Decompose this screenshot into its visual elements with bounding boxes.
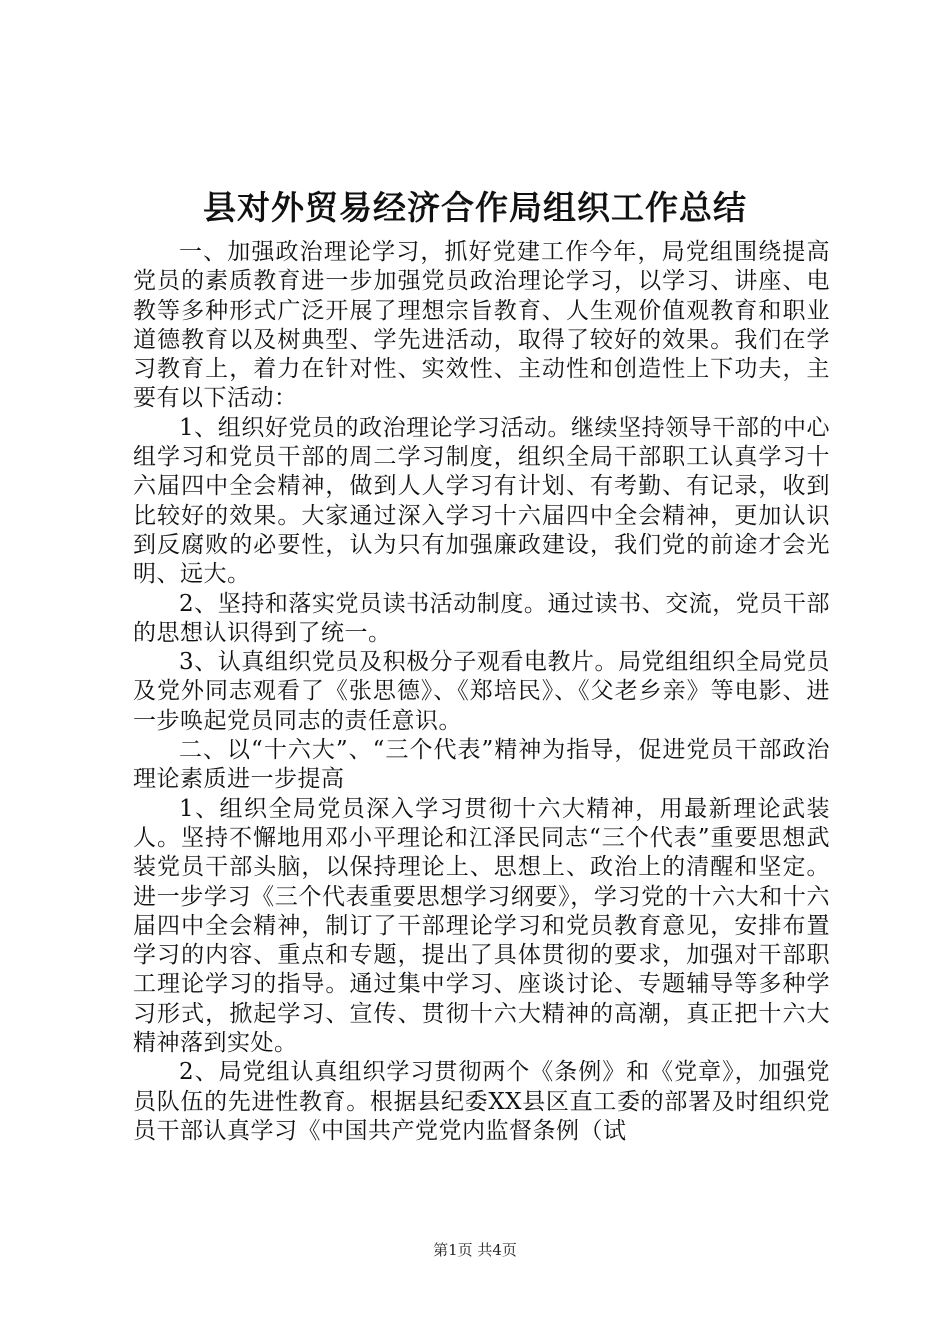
paragraph-item-2-1: 1、组织全局党员深入学习贯彻十六大精神，用最新理论武装人。坚持不懈地用邓小平理论和江泽民同志“三个代表”重要思想武装党员干部头脑，以保持理论上、思想上、政治上的清醒和坚定。进一步学习《三个代表重要思想学习纲要》，学习党的十六大和十六届四中全会精神，制订了干部理论学习和党员教育意见，安排布置学习的内容、重点和专题，提出了具体贯彻的要求，加强对干部职工理论学习的指导。通过集中学习、座谈讨论、专题辅导等多种学习形式，掀起学习、宣传、贯彻十六大精神的高潮，真正把十六大精神落到实处。 bbox=[133, 795, 830, 1057]
paragraph-intro: 一、加强政治理论学习，抓好党建工作今年，局党组围绕提高党员的素质教育进一步加强党员政治理论学习，以学习、讲座、电教等多种形式广泛开展了理想宗旨教育、人生观价值观教育和职业道德教育以及树典型、学先进活动，取得了较好的效果。我们在学习教育上，着力在针对性、实效性、主动性和创造性上下功夫，主要有以下活动： bbox=[133, 239, 830, 412]
page-number: 第1页 共4页 bbox=[433, 1241, 517, 1259]
paragraph-item-1-2: 2、坚持和落实党员读书活动制度。通过读书、交流，党员干部的思想认识得到了统一。 bbox=[133, 590, 830, 646]
paragraph-section-2: 二、以“十六大”、“三个代表”精神为指导，促进党员干部政治理论素质进一步提高 bbox=[133, 737, 830, 793]
document-body bbox=[133, 238, 830, 1146]
paragraph-item-1-3: 3、认真组织党员及积极分子观看电教片。局党组组织全局党员及党外同志观看了《张思德》、《郑培民》、《父老乡亲》等电影、进一步唤起党员同志的责任意识。 bbox=[133, 649, 830, 734]
paragraph-item-1-1: 1、组织好党员的政治理论学习活动。继续坚持领导干部的中心组学习和党员干部的周二学习制度，组织全局干部职工认真学习十六届四中全会精神，做到人人学习有计划、有考勤、有记录，收到比较好的效果。大家通过深入学习十六届四中全会精神，更加认识到反腐败的必要性，认为只有加强廉政建设，我们党的前途才会光明、远大。 bbox=[133, 414, 830, 588]
document-title: 县对外贸易经济合作局组织工作总结 bbox=[203, 188, 747, 227]
paragraph-item-2-2: 2、局党组认真组织学习贯彻两个《条例》和《党章》，加强党员队伍的先进性教育。根据县纪委XX县区直工委的部署及时组织党员干部认真学习《中国共产党党内监督条例（试 bbox=[133, 1059, 830, 1144]
